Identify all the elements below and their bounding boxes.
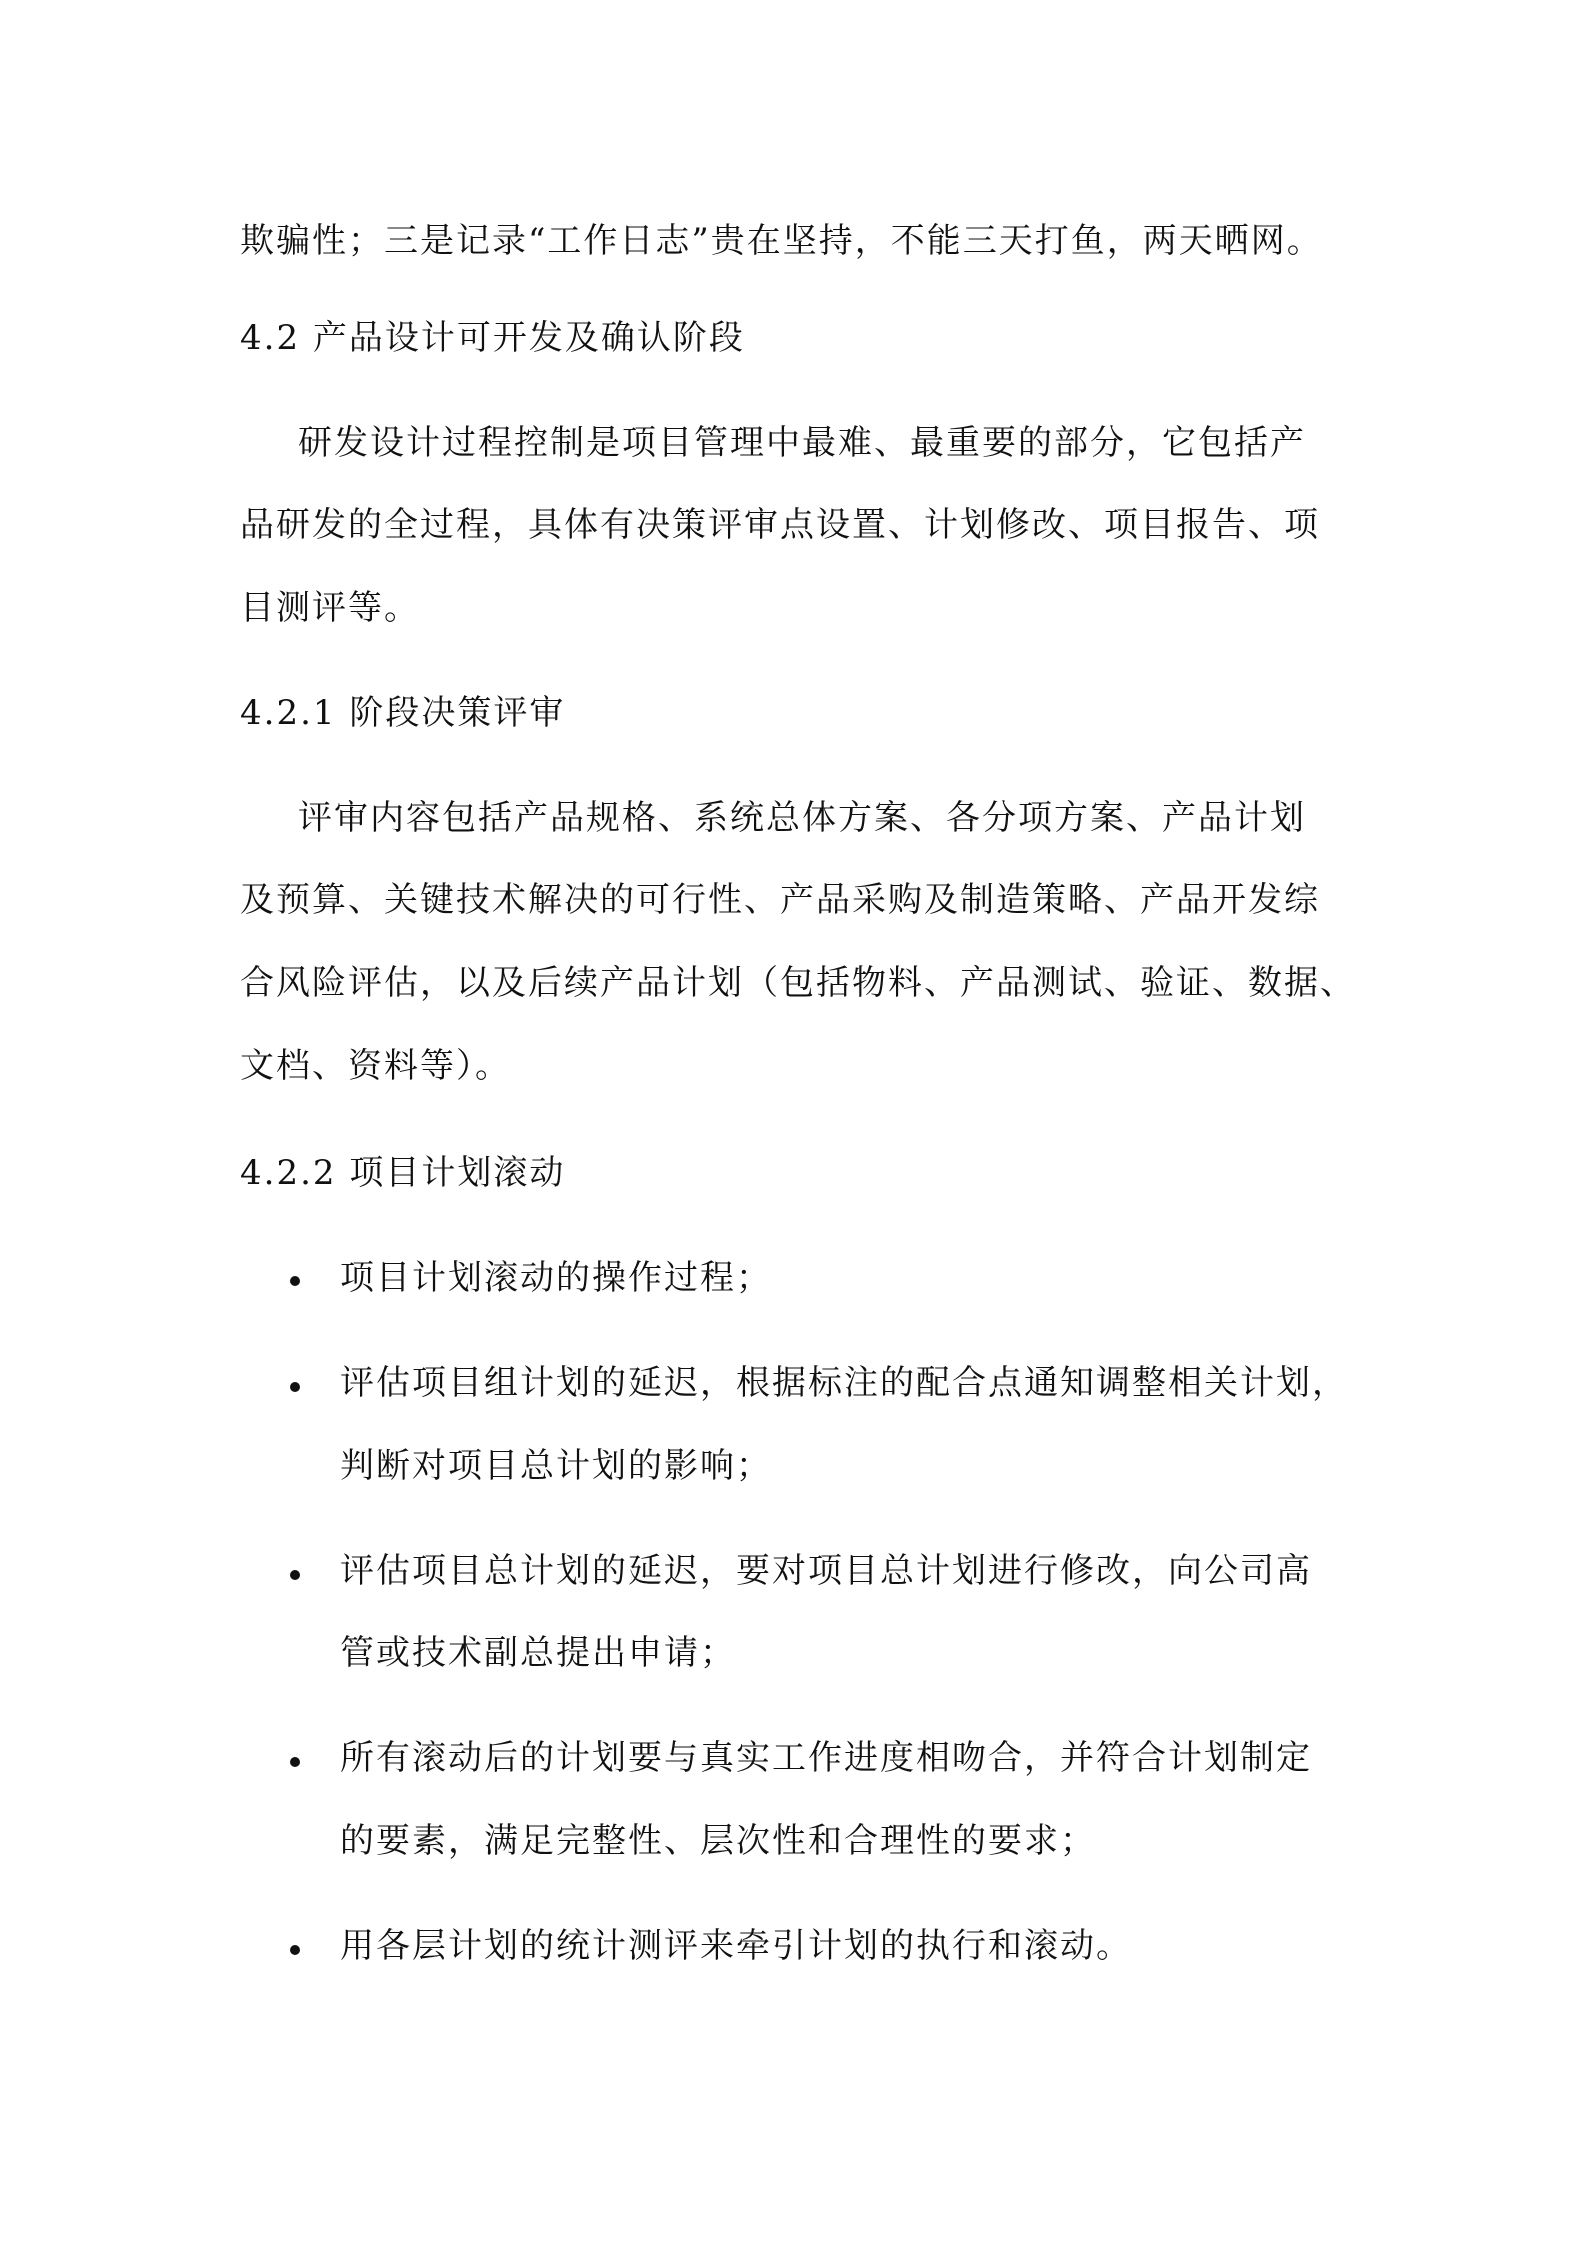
section-heading-4-2-2: 4.2.2 项目计划滚动 <box>240 1153 566 1193</box>
list-item: 项目计划滚动的操作过程； <box>340 1258 772 1298</box>
list-item: 评估项目组计划的延迟，根据标注的配合点通知调整相关计划， <box>340 1363 1348 1403</box>
continuation-text: 欺骗性；三是记录“工作日志”贵在坚持，不能三天打鱼，两天晒网。 <box>240 221 1323 261</box>
list-item: 评估项目总计划的延迟，要对项目总计划进行修改，向公司高 <box>340 1551 1312 1591</box>
paragraph-line: 研发设计过程控制是项目管理中最难、最重要的部分，它包括产 <box>298 423 1306 463</box>
paragraph-line: 评审内容包括产品规格、系统总体方案、各分项方案、产品计划 <box>298 798 1306 838</box>
paragraph-line: 品研发的全过程，具体有决策评审点设置、计划修改、项目报告、项 <box>240 505 1320 545</box>
section-heading-4-2: 4.2 产品设计可开发及确认阶段 <box>240 318 745 358</box>
section-heading-4-2-1: 4.2.1 阶段决策评审 <box>240 693 566 733</box>
paragraph-line: 文档、资料等）。 <box>240 1046 511 1086</box>
list-item-continuation: 的要素，满足完整性、层次性和合理性的要求； <box>340 1821 1096 1861</box>
bullet-icon <box>290 1276 300 1286</box>
list-item: 所有滚动后的计划要与真实工作进度相吻合，并符合计划制定 <box>340 1738 1312 1778</box>
bullet-icon <box>290 1382 300 1392</box>
paragraph-line: 合风险评估，以及后续产品计划（包括物料、产品测试、验证、数据、 <box>240 963 1356 1003</box>
bullet-icon <box>290 1570 300 1580</box>
bullet-icon <box>290 1757 300 1767</box>
bullet-icon <box>290 1945 300 1955</box>
paragraph-line: 目测评等。 <box>240 588 420 628</box>
list-item: 用各层计划的统计测评来牵引计划的执行和滚动。 <box>340 1926 1132 1966</box>
list-item-continuation: 判断对项目总计划的影响； <box>340 1446 772 1486</box>
list-item-continuation: 管或技术副总提出申请； <box>340 1633 736 1673</box>
paragraph-line: 及预算、关键技术解决的可行性、产品采购及制造策略、产品开发综 <box>240 880 1320 920</box>
